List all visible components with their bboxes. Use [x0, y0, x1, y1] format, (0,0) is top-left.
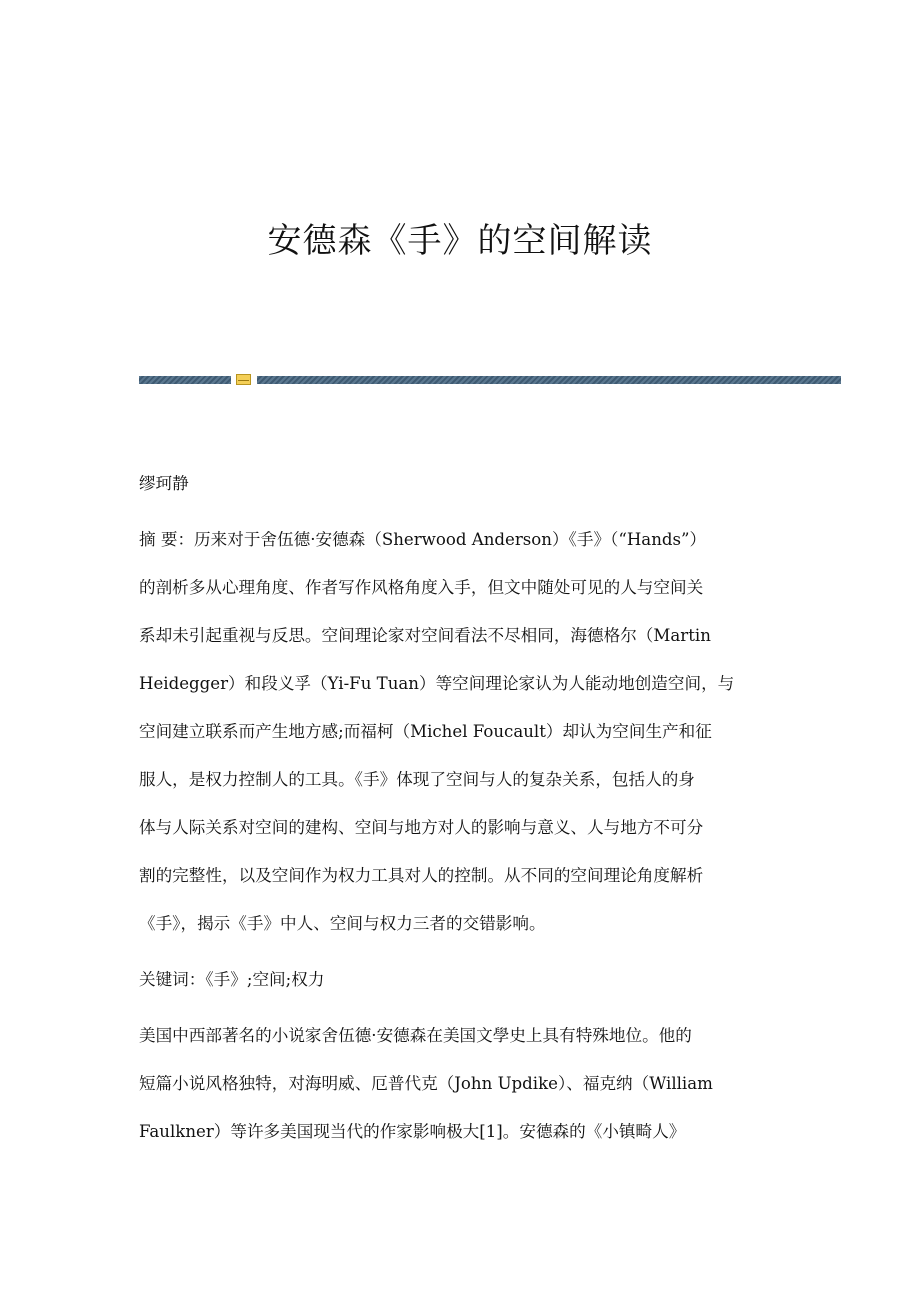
abstract-line: 空间建立联系而产生地方感;而福柯（Michel Foucault）却认为空间生产和征 [139, 722, 712, 741]
abstract-line: 体与人际关系对空间的建构、空间与地方对人的影响与意义、人与地方不可分 [139, 818, 704, 837]
abstract [139, 524, 779, 956]
paper-title: 安德森《手》的空间解读 [267, 221, 653, 261]
abstract-line: Heidegger）和段义孚（Yi-Fu Tuan）等空间理论家认为人能动地创造空间，与 [139, 674, 735, 693]
abstract-line: 系却未引起重视与反思。空间理论家对空间看法不尽相同，海德格尔（Martin [139, 626, 711, 645]
abstract-line: 《手》，揭示《手》中人、空间与权力三者的交错影响。 [139, 914, 546, 933]
body-line: Faulkner）等许多美国现当代的作家影响极大[1]。安德森的《小镇畸人》 [139, 1122, 686, 1141]
abstract-line: 摘 要：历来对于舍伍德·安德森（Sherwood Anderson）《手》（“Hands”） [139, 530, 707, 549]
body-line: 美国中西部著名的小说家舍伍德·安德森在美国文學史上具有特殊地位。他的 [139, 1026, 692, 1045]
envelope-icon [236, 374, 251, 385]
divider-bar-right [257, 376, 841, 384]
abstract-line: 的剖析多从心理角度、作者写作风格角度入手，但文中随处可见的人与空间关 [139, 578, 704, 597]
body-line: 短篇小说风格独特，对海明威、厄普代克（John Updike）、福克纳（William [139, 1074, 713, 1093]
body-paragraph [139, 1020, 779, 1164]
divider-bar-left [139, 376, 231, 384]
author-name: 缪珂静 [139, 474, 189, 493]
keywords: 关键词：《手》;空间;权力 [139, 970, 325, 989]
title-divider [139, 372, 841, 388]
abstract-line: 服人，是权力控制人的工具。《手》体现了空间与人的复杂关系，包括人的身 [139, 770, 695, 789]
abstract-line: 割的完整性，以及空间作为权力工具对人的控制。从不同的空间理论角度解析 [139, 866, 704, 885]
